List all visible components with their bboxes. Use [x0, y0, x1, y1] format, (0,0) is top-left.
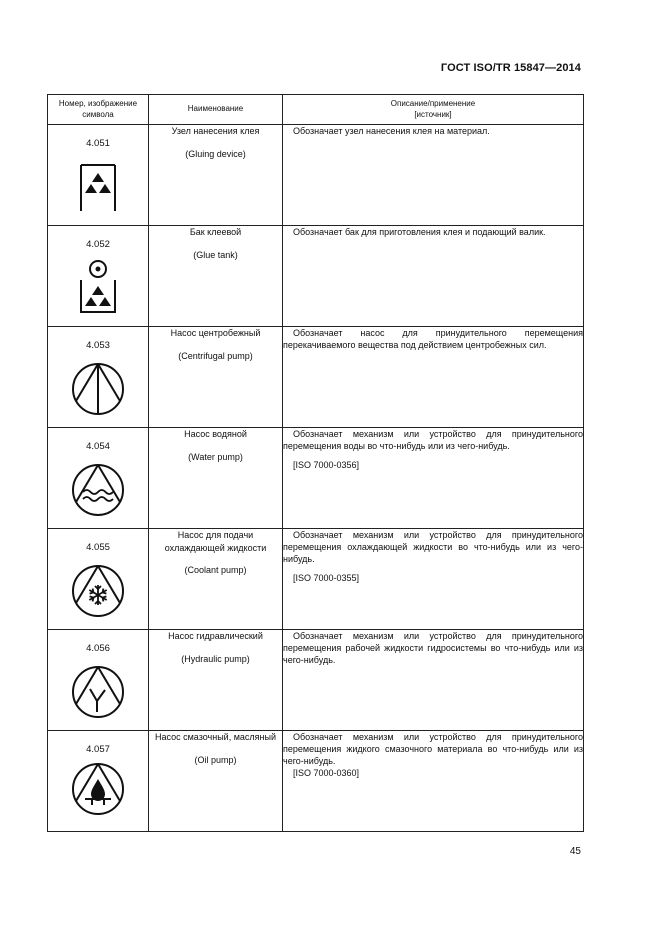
- symbol-cell: [48, 125, 149, 226]
- symbol-number: 4.057: [86, 744, 110, 755]
- description-text: Обозначает механизм или устройство для принудительного перемещения жидкого смазочного материала во что-нибудь или из чего-нибудь.: [283, 732, 583, 767]
- header-description-line2: [источник]: [414, 109, 452, 119]
- name-english: (Gluing device): [185, 148, 246, 159]
- name-cell: [149, 630, 283, 731]
- symbol-number: 4.053: [86, 340, 110, 351]
- description-source: [ISO 7000-0360]: [293, 768, 360, 779]
- table-row: [48, 630, 584, 731]
- name-cell: [149, 226, 283, 327]
- name-cell: [149, 428, 283, 529]
- glue-tank-icon: [73, 258, 123, 316]
- table-header-row: [48, 95, 584, 125]
- description-text: Обозначает насос для принудительного перемещения перекачиваемого вещества под действием центробежных сил.: [283, 328, 583, 351]
- name-english: (Glue tank): [193, 249, 238, 260]
- header-symbol-number: Номер, изображение символа: [48, 95, 149, 125]
- centrifugal-pump-icon: [70, 361, 126, 417]
- page-number: 45: [569, 846, 581, 857]
- table-row: [48, 125, 584, 226]
- name-english: (Coolant pump): [184, 565, 247, 576]
- name-english: (Hydraulic pump): [181, 653, 250, 664]
- name-english: (Oil pump): [194, 754, 237, 765]
- description-text: Обозначает бак для приготовления клея и подающий валик.: [293, 227, 546, 237]
- header-description: [283, 95, 584, 125]
- name-russian: Бак клеевой: [189, 227, 242, 237]
- description-source: [ISO 7000-0355]: [293, 573, 360, 584]
- name-cell: [149, 529, 283, 630]
- name-cell: [149, 731, 283, 832]
- name-russian: Узел нанесения клея: [171, 126, 260, 136]
- description-text: Обозначает узел нанесения клея на материал.: [293, 126, 490, 136]
- description-source: [ISO 7000-0356]: [293, 460, 360, 471]
- description-text: Обозначает механизм или устройство для принудительного перемещения охлаждающей жидкости во что-нибудь или из чего-нибудь.: [283, 530, 583, 565]
- document-standard-header: ГОСТ ISO/TR 15847—2014: [440, 62, 581, 74]
- table-row: [48, 529, 584, 630]
- description-cell: [283, 529, 584, 630]
- symbol-number: 4.054: [86, 441, 110, 452]
- description-cell: [283, 630, 584, 731]
- symbol-number: 4.056: [86, 643, 110, 654]
- table-row: [48, 428, 584, 529]
- oil-pump-icon: [70, 761, 126, 817]
- description-text: Обозначает механизм или устройство для принудительного перемещения воды во что-нибудь или из чего-нибудь.: [283, 429, 583, 452]
- name-russian: Насос гидравлический: [168, 631, 263, 641]
- symbol-cell: [48, 327, 149, 428]
- description-cell: [283, 327, 584, 428]
- description-cell: [283, 731, 584, 832]
- symbol-cell: [48, 630, 149, 731]
- name-cell: [149, 125, 283, 226]
- header-name: Наименование: [149, 95, 283, 125]
- header-description-line1: Описание/применение: [390, 99, 476, 109]
- symbol-number: 4.052: [86, 239, 110, 250]
- name-english: (Water pump): [188, 451, 243, 462]
- symbols-table: [47, 94, 584, 832]
- symbol-number: 4.055: [86, 542, 110, 553]
- symbol-cell: [48, 731, 149, 832]
- description-cell: [283, 428, 584, 529]
- name-russian: Насос для подачи охлаждающей жидкости: [164, 530, 267, 553]
- table-row: [48, 226, 584, 327]
- symbol-cell: [48, 428, 149, 529]
- symbol-cell: [48, 226, 149, 327]
- name-russian: Насос смазочный, масляный: [155, 732, 276, 742]
- table-row: [48, 327, 584, 428]
- coolant-pump-icon: [70, 563, 126, 619]
- water-pump-icon: [70, 462, 126, 518]
- symbol-number: 4.051: [86, 138, 110, 149]
- name-russian: Насос центробежный: [170, 328, 261, 338]
- name-english: (Centrifugal pump): [178, 350, 253, 361]
- hydraulic-pump-icon: [70, 664, 126, 720]
- description-cell: [283, 226, 584, 327]
- table-row: [48, 731, 584, 832]
- description-cell: [283, 125, 584, 226]
- name-cell: [149, 327, 283, 428]
- name-russian: Насос водяной: [184, 429, 247, 439]
- symbol-cell: [48, 529, 149, 630]
- description-text: Обозначает механизм или устройство для принудительного перемещения рабочей жидкости гидросистемы во что-нибудь или из чего-нибудь.: [283, 631, 583, 666]
- gluing-device-icon: [73, 163, 123, 213]
